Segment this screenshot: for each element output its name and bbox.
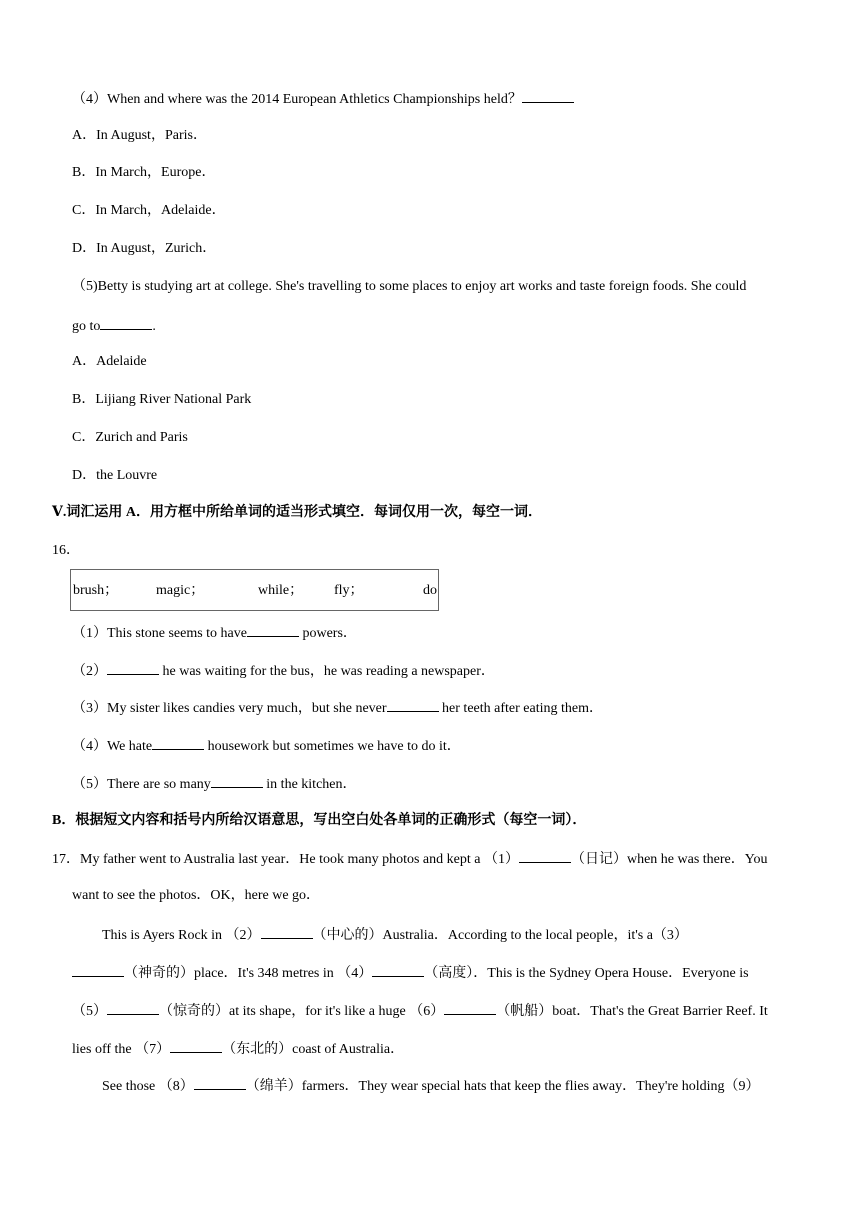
answer-blank[interactable] <box>72 962 124 977</box>
word-bank-item: fly； <box>334 583 364 598</box>
item-text: （1）This stone seems to have <box>72 626 247 641</box>
option-d: D．In August，Zurich． <box>72 241 217 256</box>
passage-text: （东北的）coast of Australia． <box>222 1042 405 1057</box>
item-text: housework but sometimes we have to do it． <box>204 739 461 754</box>
answer-blank[interactable] <box>522 88 574 103</box>
question-16-number: 16． <box>52 543 80 558</box>
item-text: （4）We hate <box>72 739 153 754</box>
question-5-stem: （5)Betty is studying art at college. She's travelling to some places to enjoy art works and taste foreign foods. She could <box>72 279 747 294</box>
answer-blank[interactable] <box>211 773 263 788</box>
answer-blank[interactable] <box>519 848 571 863</box>
passage-text: （中心的）Australia．According to the local people，it's a（3） <box>312 928 688 943</box>
passage-text: lies off the （7） <box>72 1042 171 1057</box>
passage-line-3 <box>102 924 688 946</box>
passage-text: （日记）when he was there．You <box>570 852 768 867</box>
passage-line-2: want to see the photos．OK，here we go． <box>72 888 321 903</box>
passage-line-7 <box>102 1075 760 1097</box>
option-b: B．Lijiang River National Park <box>72 392 252 407</box>
answer-blank[interactable] <box>170 1038 222 1053</box>
passage-text: 17．My father went to Australia last year．He took many photos and kept a （1） <box>52 852 519 867</box>
passage-text: This is Ayers Rock in （2） <box>102 928 261 943</box>
item-text: （5）There are so many <box>72 777 211 792</box>
passage-text: （惊奇的）at its shape，for it's like a huge （6） <box>159 1004 445 1019</box>
word-bank-box <box>70 569 439 611</box>
question-16-item-5 <box>72 773 357 795</box>
option-a: A．Adelaide <box>72 354 147 369</box>
answer-blank[interactable] <box>387 697 439 712</box>
item-text: powers． <box>298 626 357 641</box>
question-4-text: （4）When and where was the 2014 European Athletics Championships held？ <box>72 92 522 107</box>
answer-blank[interactable] <box>100 315 152 330</box>
option-c: C．In March，Adelaide． <box>72 203 226 218</box>
option-d: D．the Louvre <box>72 468 158 483</box>
word-bank-item: brush； <box>73 583 119 598</box>
question-16-item-1 <box>72 622 357 644</box>
question-5-text: go to <box>72 319 101 334</box>
word-bank-item: while； <box>258 583 304 598</box>
item-text: （3）My sister likes candies very much，but she never <box>72 701 387 716</box>
answer-blank[interactable] <box>247 622 299 637</box>
answer-blank[interactable] <box>107 660 159 675</box>
question-5-stem-cont <box>72 315 156 337</box>
passage-line-6 <box>72 1038 404 1060</box>
item-text: her teeth after eating them． <box>438 701 603 716</box>
item-text: （2） <box>72 664 107 679</box>
word-bank-item: do <box>423 583 437 598</box>
question-5-period: . <box>152 319 156 334</box>
passage-text: （5） <box>72 1004 107 1019</box>
question-16-item-3 <box>72 697 603 719</box>
option-a: A．In August，Paris． <box>72 128 207 143</box>
answer-blank[interactable] <box>372 962 424 977</box>
passage-text: （高度）．This is the Sydney Opera House．Everyone is <box>424 966 749 981</box>
question-16-item-2 <box>72 660 495 682</box>
answer-blank[interactable] <box>261 924 313 939</box>
answer-blank[interactable] <box>107 1000 159 1015</box>
answer-blank[interactable] <box>194 1075 246 1090</box>
section-v-heading: Ⅴ.词汇运用 A．用方框中所给单词的适当形式填空．每词仅用一次，每空一词． <box>52 505 542 520</box>
section-b-heading: B．根据短文内容和括号内所给汉语意思，写出空白处各单词的正确形式（每空一词）． <box>52 813 587 828</box>
passage-text: （帆船）boat．That's the Great Barrier Reef. It <box>496 1004 768 1019</box>
passage-text: See those （8） <box>102 1079 194 1094</box>
passage-text: （神奇的）place．It's 348 metres in （4） <box>124 966 373 981</box>
question-16-item-4 <box>72 735 461 757</box>
answer-blank[interactable] <box>152 735 204 750</box>
answer-blank[interactable] <box>444 1000 496 1015</box>
word-bank-item: magic； <box>156 583 205 598</box>
option-b: B．In March，Europe． <box>72 165 216 180</box>
passage-line-5 <box>72 1000 768 1022</box>
option-c: C．Zurich and Paris <box>72 430 188 445</box>
item-text: he was waiting for the bus，he was reading a newspaper． <box>159 664 495 679</box>
passage-line-1 <box>52 848 767 870</box>
passage-text: （绵羊）farmers．They wear special hats that keep the flies away．They're holding（9） <box>245 1079 760 1094</box>
question-4-stem <box>72 88 574 110</box>
item-text: in the kitchen． <box>262 777 357 792</box>
passage-line-4 <box>72 962 749 984</box>
